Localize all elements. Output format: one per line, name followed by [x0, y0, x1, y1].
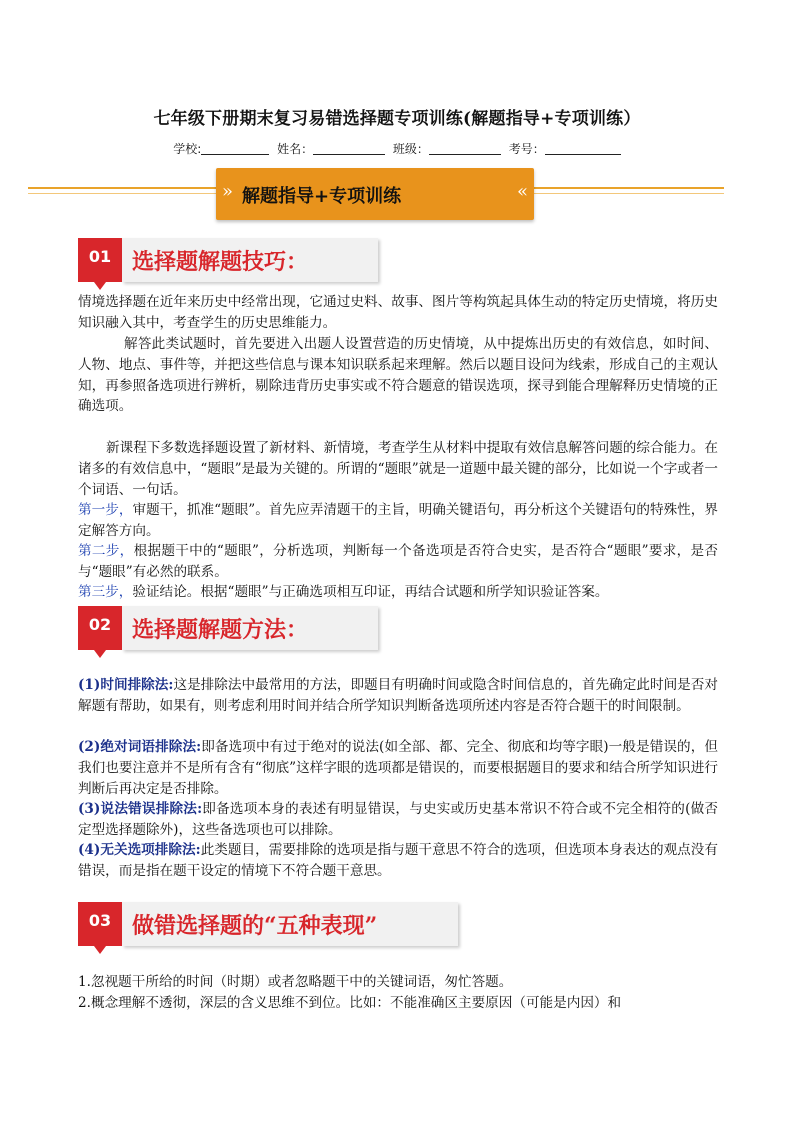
method-text: 即备选项中有过于绝对的说法(如全部、都、完全、彻底和均等字眼)一般是错误的，但我们也要注意并不是所有含有“彻底”这样字眼的选项都是错误的，而要根据题目的要求和结合所学知识进行判断后再决定是否排除。	[78, 739, 718, 797]
name-blank[interactable]	[313, 141, 385, 155]
section-title: 选择题解题方法：	[132, 617, 309, 643]
paragraph-method: 解答此类试题时，首先要进入出题人设置营造的历史情境，从中提炼出历史的有效信息，如时间、人物、地点、事件等，并把这些信息与课本知识联系起来理解。然后以题目设问为线索，形成自己的主观认知，再参照备选项进行辨析，剔除违背历史事实或不符合题意的错误选项，探寻到能合理解释历史情境的正确选项。	[78, 336, 718, 415]
mistake-item-2: 2.概念理解不透彻，深层的含义思维不到位。比如：不能准确区主要原因（可能是内因）和	[78, 995, 622, 1011]
banner-label: 解题指导+专项训练	[242, 186, 402, 207]
method-label: (1)时间排除法:	[78, 677, 174, 693]
step-text: 根据题干中的“题眼”，分析选项，判断每一个备选项是否符合史实，是否符合“题眼”要求，是否与“题眼”有必然的联系。	[78, 543, 719, 580]
document-title: 七年级下册期末复习易错选择题专项训练(解题指导+专项训练）	[153, 109, 641, 129]
section-title: 做错选择题的“五种表现”	[132, 913, 378, 939]
method-1	[78, 675, 718, 717]
section-number-badge: 03	[78, 902, 122, 946]
banner-left-arrow-icon: »	[222, 181, 234, 202]
paragraph-intro: 情境选择题在近年来历史中经常出现，它通过史料、故事、图片等构筑起具体生动的特定历史情境，将历史知识融入其中，考查学生的历史思维能力。	[78, 294, 718, 331]
step-text: 审题干，抓准“题眼”。首先应弄清题干的主旨，明确关键语句，再分析这个关键语句的特殊性，界定解答方向。	[78, 502, 719, 539]
school-blank[interactable]	[201, 141, 269, 155]
student-info-line	[0, 140, 794, 157]
step-label: 第三步，	[78, 584, 133, 600]
banner-right-arrow-icon: «	[516, 181, 528, 202]
method-label: (3)说法错误排除法:	[78, 801, 203, 817]
method-4	[78, 840, 718, 882]
method-2	[78, 737, 718, 799]
method-text: 即备选项本身的表述有明显错误，与史实或历史基本常识不符合或不完全相符的(做否定型选择题除外)，这些备选项也可以排除。	[78, 801, 718, 838]
step-label: 第二步，	[78, 543, 134, 559]
method-label: (4)无关选项排除法:	[78, 842, 201, 858]
method-text: 此类题目，需要排除的选项是指与题干意思不符合的选项，但选项本身表达的观点没有错误，而是指在题干设定的情境下不符合题干意思。	[78, 842, 719, 879]
guide-banner	[216, 168, 534, 220]
class-label: 班级：	[392, 142, 429, 156]
section-title-bar	[122, 902, 458, 946]
number-label: 考号：	[508, 142, 545, 156]
step-text: 验证结论。根据“题眼”与正确选项相互印证，再结合试题和所学知识验证答案。	[132, 584, 609, 600]
method-label: (2)绝对词语排除法:	[78, 739, 202, 755]
school-label: 学校:	[173, 142, 202, 156]
section-number-badge: 01	[78, 238, 122, 282]
step-2	[78, 541, 718, 583]
method-text: 这是排除法中最常用的方法，即题目有明确时间或隐含时间信息的，首先确定此时间是否对解题有帮助，如果有，则考虑利用时间并结合所学知识判断备选项所述内容是否符合题干的时间限制。	[78, 677, 718, 714]
section-title: 选择题解题技巧：	[132, 249, 309, 275]
step-label: 第一步，	[78, 502, 133, 518]
step-3	[78, 582, 718, 603]
mistake-item-1: 1.忽视题干所给的时间（时期）或者忽略题干中的关键词语，匆忙答题。	[78, 974, 513, 990]
method-3	[78, 799, 718, 841]
section-number-badge: 02	[78, 606, 122, 650]
paragraph-tiyan: 新课程下多数选择题设置了新材料、新情境，考查学生从材料中提取有效信息解答问题的综合能力。在诸多的有效信息中，“题眼”是最为关键的。所谓的“题眼”就是一道题中最关键的部分，比如说一个字或者一个词语、一句话。	[78, 440, 718, 498]
step-1	[78, 500, 718, 542]
section-title-bar	[122, 606, 378, 650]
section-title-bar	[122, 238, 378, 282]
class-blank[interactable]	[429, 141, 501, 155]
number-blank[interactable]	[545, 141, 621, 155]
name-label: 姓名：	[277, 142, 314, 156]
